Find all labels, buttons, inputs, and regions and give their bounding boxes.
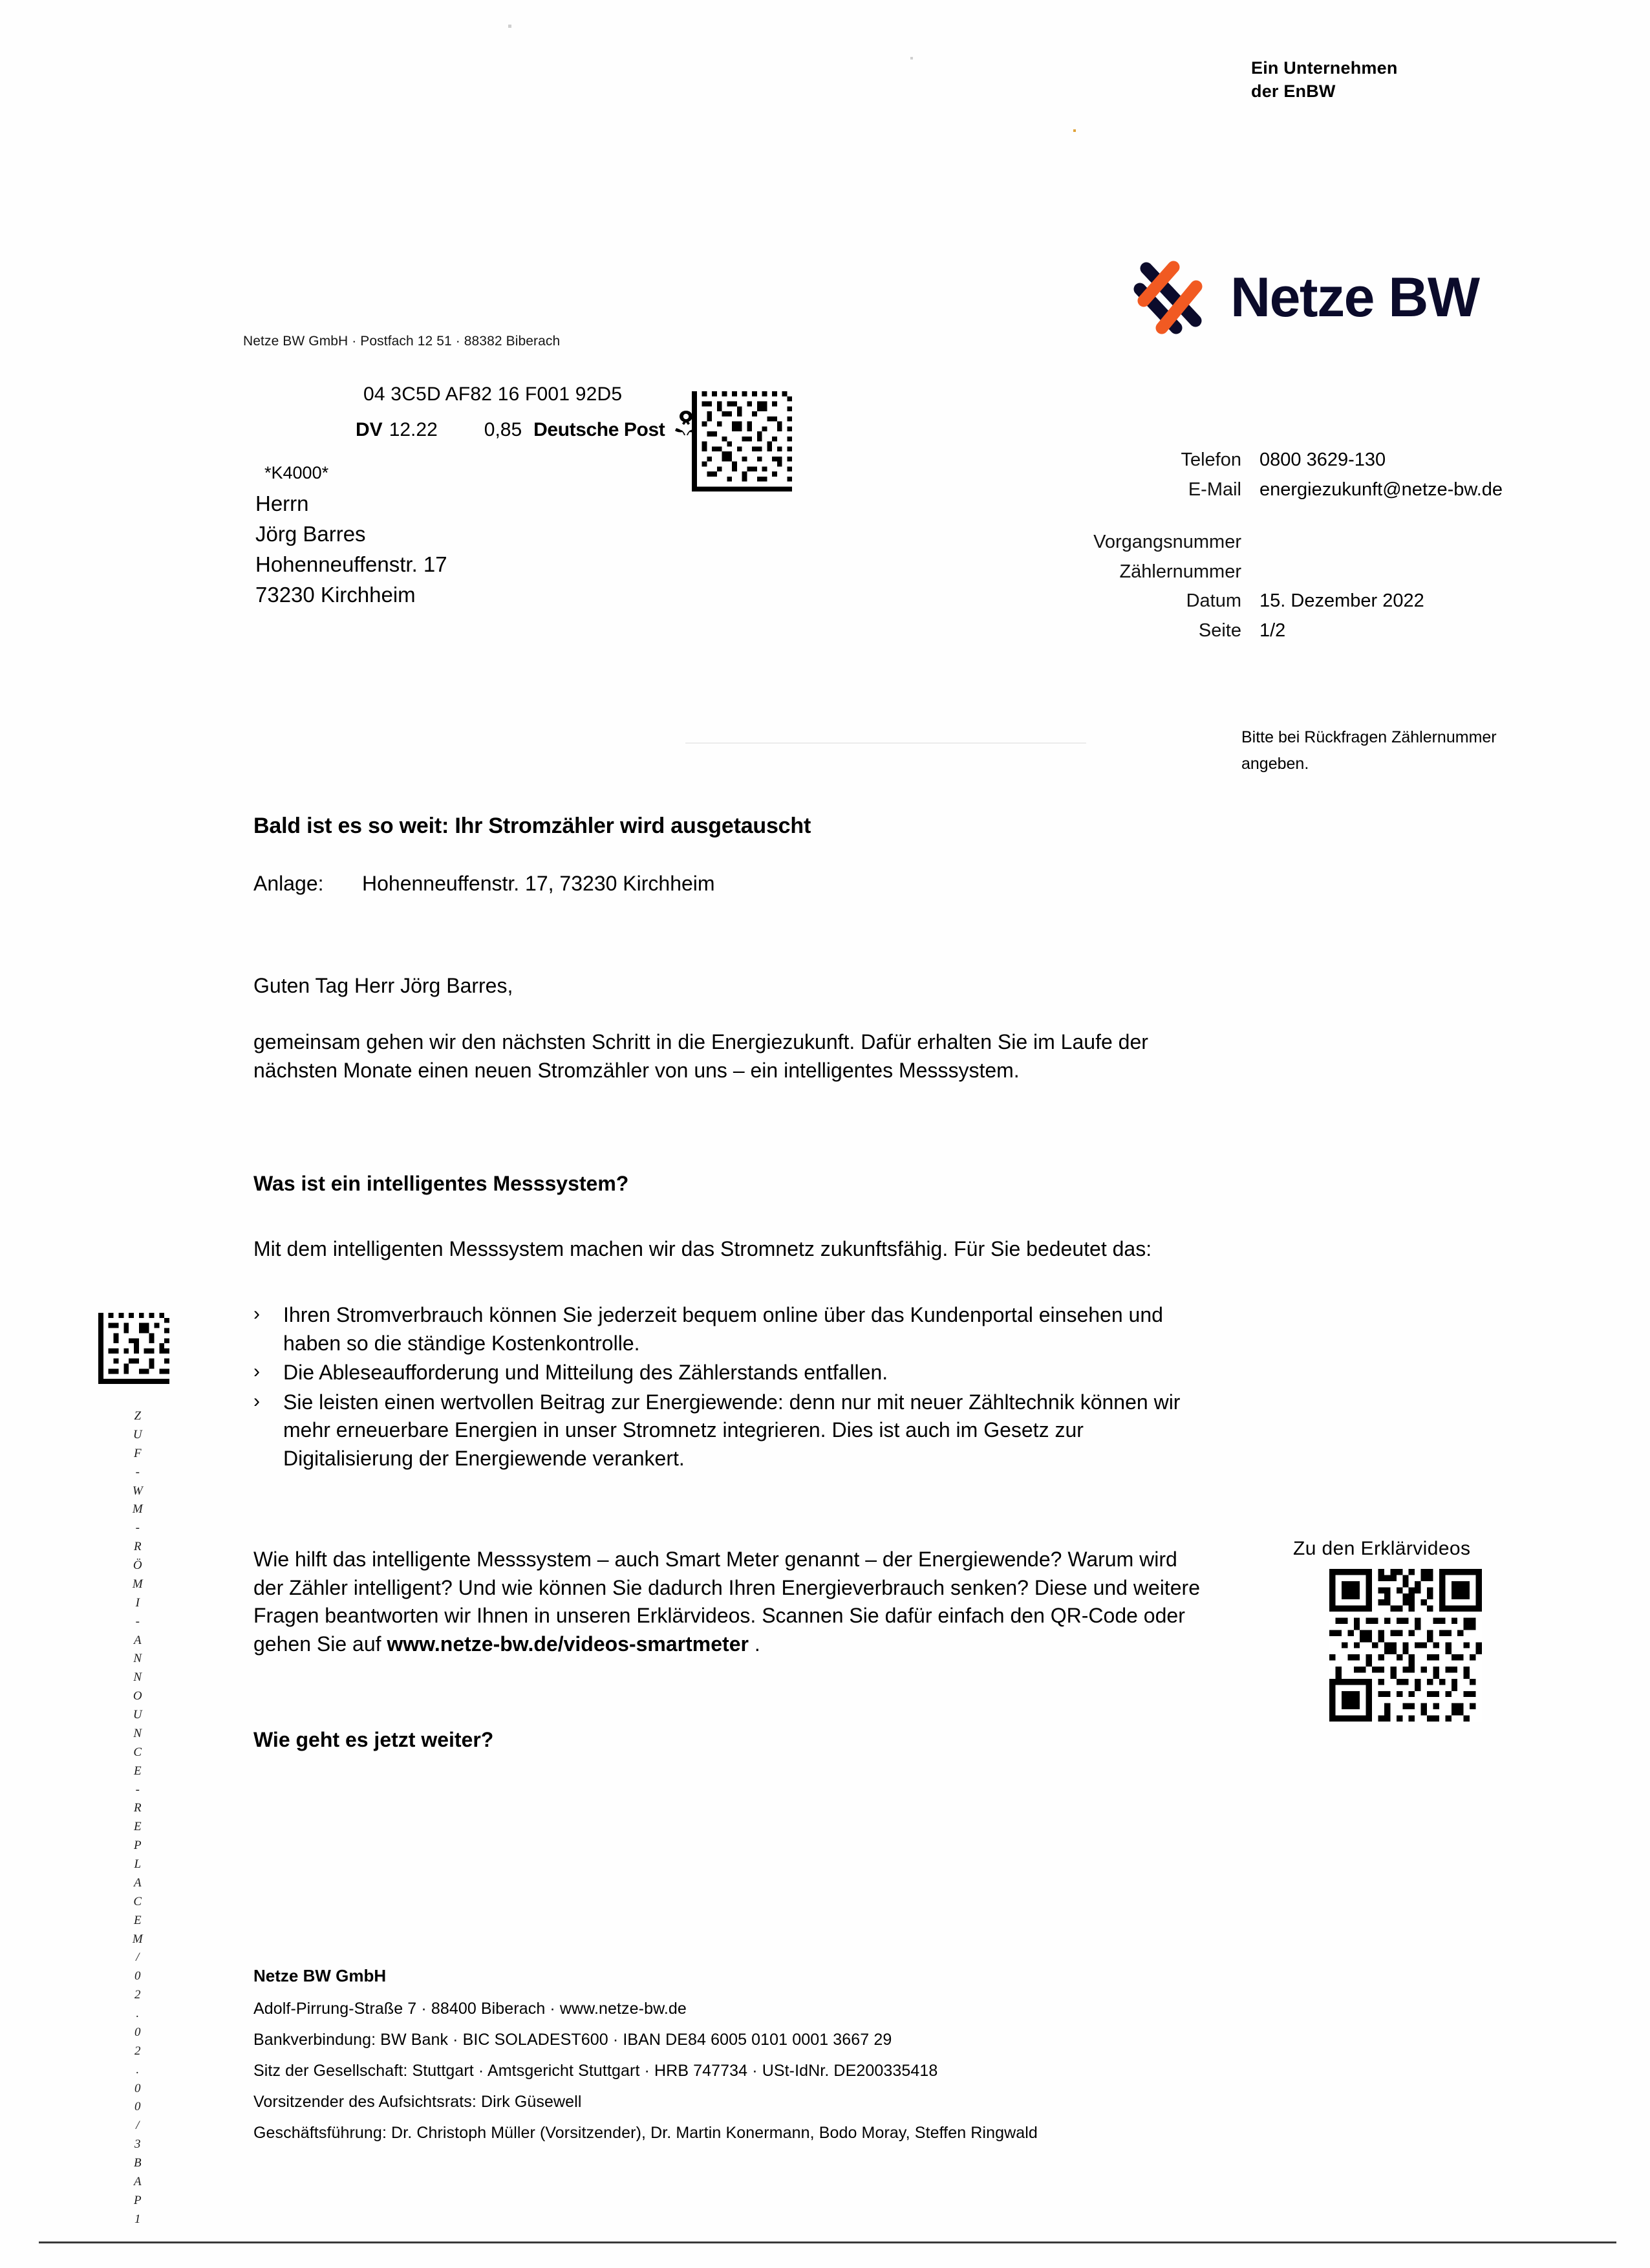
document-meta — [1047, 446, 1539, 646]
chevron-right-icon: › — [253, 1303, 260, 1324]
anlage-label: Anlage: — [253, 872, 324, 895]
recipient-marker: *K4000* — [264, 463, 329, 482]
meta-label-datum: Datum — [1186, 590, 1241, 611]
return-address-line: Netze BW GmbH · Postfach 12 51 · 88382 Biberach — [243, 334, 561, 349]
brand-name: Netze BW — [1230, 266, 1479, 329]
brand-logo — [1128, 255, 1479, 340]
footer-address-line: Adolf-Pirrung-Straße 7 · 88400 Biberach · www.netze-bw.de — [253, 2000, 687, 2018]
explainer-video-qr-block — [1293, 1538, 1545, 1722]
recipient-name: Jörg Barres — [255, 522, 366, 546]
franking-block — [356, 383, 701, 442]
footer-bank-line: Bankverbindung: BW Bank · BIC SOLADEST600 · IBAN DE84 6005 0101 0001 3667 29 — [253, 2031, 892, 2049]
anlage-value: Hohenneuffenstr. 17, 73230 Kirchheim — [362, 872, 715, 895]
list-item — [253, 1301, 1204, 1357]
letter-salutation: Guten Tag Herr Jörg Barres, — [253, 974, 513, 997]
meta-label-seite: Seite — [1198, 620, 1241, 641]
list-item-text: Die Ableseaufforderung und Mitteilung des Zählerstands entfallen. — [283, 1361, 888, 1385]
corporate-tagline-line1: Ein Unternehmen — [1251, 58, 1398, 78]
footer-registry-line: Sitz der Gesellschaft: Stuttgart · Amtsgericht Stuttgart · HRB 747734 · USt-IdNr. DE200335418 — [253, 2062, 938, 2080]
list-item-text: Sie leisten einen wertvollen Beitrag zur Energiewende: denn nur mit neuer Zähltechnik können wir mehr erneuerbare Energien in unser Stromnetz integrieren. Dies ist auch im Gesetz zur Digitalisierung der Energiewende verankert. — [283, 1390, 1181, 1470]
footer-supervisory-line: Vorsitzender des Aufsichtsrats: Dirk Güsewell — [253, 2093, 582, 2111]
letter-paragraph-2: Mit dem intelligenten Messsystem machen wir das Stromnetz zukunftsfähig. Für Sie bedeutet das: — [253, 1237, 1152, 1260]
meter-number-hint: Bitte bei Rückfragen Zählernummer angeben. — [1241, 728, 1497, 773]
paragraph-3-tail: . — [748, 1632, 760, 1656]
margin-datamatrix-icon — [98, 1313, 169, 1384]
qr-code-icon[interactable] — [1329, 1569, 1482, 1722]
page-bottom-rule — [39, 2241, 1616, 2243]
franking-dv-label: DV — [356, 419, 383, 440]
meta-value-seite: 1/2 — [1259, 620, 1286, 641]
footer-block — [253, 1967, 1288, 2156]
franking-dv-date: 12.22 — [389, 419, 438, 440]
paragraph-3-lead: Wie hilft das intelligente Messsystem – auch Smart Meter genannt – der Energiewende? Warum wird der Zähler intelligent? Und wie können Sie dadurch Ihren Energieverbrauch senken? Diese und weitere Fragen beantworten wir Ihnen in unseren Erklärvideos. Scannen Sie dafür einfach den QR-Code oder gehen Sie auf — [253, 1548, 1200, 1656]
franking-carrier: Deutsche Post — [533, 419, 665, 440]
list-item-text: Ihren Stromverbrauch können Sie jederzeit bequem online über das Kundenportal einsehen und haben so die ständige Kostenkontrolle. — [283, 1303, 1163, 1355]
netze-bw-mark-icon — [1128, 255, 1212, 340]
recipient-city: 73230 Kirchheim — [255, 582, 416, 607]
letter-paragraph-1: gemeinsam gehen wir den nächsten Schritt in die Energiezukunft. Dafür erhalten Sie im Laufe der nächsten Monate einen neuen Stromzähler von uns – ein intelligentes Messsystem. — [253, 1030, 1148, 1082]
meta-row-zaehlernummer — [1047, 558, 1539, 587]
meta-spacer — [1047, 505, 1539, 528]
meta-value-zaehlernummer — [1259, 558, 1539, 587]
scan-artifact — [910, 57, 913, 59]
meta-row-datum — [1047, 587, 1539, 616]
letter-subject: Bald ist es so weit: Ihr Stromzähler wird ausgetauscht — [253, 814, 811, 838]
chevron-right-icon: › — [253, 1390, 260, 1412]
franking-price: 0,85 — [484, 419, 522, 440]
meta-value-email: energiezukunft@netze-bw.de — [1259, 479, 1503, 500]
corporate-tagline-line2: der EnBW — [1251, 81, 1336, 101]
scan-artifact — [508, 25, 511, 28]
list-item — [253, 1359, 1204, 1387]
letter-heading-3: Wie geht es jetzt weiter? — [253, 1728, 494, 1751]
benefits-list — [253, 1301, 1204, 1474]
meta-row-telefon — [1047, 446, 1539, 475]
footer-company-name: Netze BW GmbH — [253, 1966, 387, 1985]
chevron-right-icon: › — [253, 1361, 260, 1383]
margin-tracking-code: Z U F - W M - R Ö M I - A N N O U N C E - R E P L A C E M / 0 2 . 0 2 . 0 0 / 3 B A P 1 — [132, 1409, 144, 2226]
franking-code: 04 3C5D AF82 16 F001 92D5 — [363, 383, 623, 405]
recipient-address — [255, 460, 447, 610]
list-item — [253, 1388, 1204, 1473]
scan-artifact — [1073, 129, 1076, 132]
letter-paragraph-3 — [253, 1546, 1204, 1658]
datamatrix-code-icon — [692, 391, 792, 491]
meta-label-vorgangsnummer: Vorgangsnummer — [1093, 532, 1241, 552]
meta-value-vorgangsnummer — [1259, 528, 1539, 557]
corporate-tagline — [1251, 57, 1398, 103]
meta-value-telefon: 0800 3629-130 — [1259, 449, 1386, 470]
meta-value-datum: 15. Dezember 2022 — [1259, 590, 1424, 611]
recipient-salutation: Herrn — [255, 491, 309, 516]
footer-management-line: Geschäftsführung: Dr. Christoph Müller (Vorsitzender), Dr. Martin Konermann, Bodo Moray, Steffen Ringwald — [253, 2124, 1038, 2142]
recipient-street: Hohenneuffenstr. 17 — [255, 552, 447, 577]
meta-row-vorgangsnummer — [1047, 528, 1539, 557]
qr-caption: Zu den Erklärvideos — [1293, 1538, 1471, 1559]
meta-row-seite — [1047, 617, 1539, 645]
videos-url[interactable]: www.netze-bw.de/videos-smartmeter — [387, 1632, 749, 1656]
meta-row-email — [1047, 476, 1539, 504]
scan-artifact — [685, 742, 1086, 744]
meta-label-telefon: Telefon — [1181, 449, 1241, 470]
letter-heading-2: Was ist ein intelligentes Messsystem? — [253, 1172, 629, 1195]
meta-label-zaehlernummer: Zählernummer — [1119, 561, 1241, 582]
meta-label-email: E-Mail — [1188, 479, 1241, 500]
letter-anlage — [253, 872, 715, 896]
